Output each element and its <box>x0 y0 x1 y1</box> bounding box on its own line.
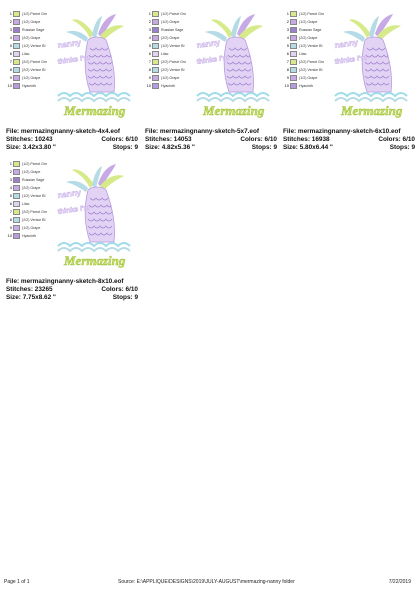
design-text-line1: nanny <box>334 37 359 50</box>
design-text-line2: thinks I'm <box>334 54 368 66</box>
stops-line: Stops: 9 <box>251 144 277 151</box>
thread-number: 2 <box>9 19 12 24</box>
thread-name: (1/2) Parrot Grn <box>22 12 48 16</box>
design-preview <box>331 12 411 124</box>
thread-swatch <box>152 83 159 89</box>
thread-swatch <box>152 51 159 57</box>
thread-name: Lilac <box>22 202 30 206</box>
design-text-line2: thinks I'm <box>57 54 91 66</box>
thread-name: (2/2) Venice Bl <box>22 68 46 72</box>
thread-number: 10 <box>7 83 12 88</box>
thread-swatch <box>290 19 297 25</box>
design-info <box>6 278 138 302</box>
design-preview <box>54 12 134 124</box>
thread-name: Hyacinth <box>22 234 36 238</box>
thread-name: (2/2) Venice Bl <box>22 218 46 222</box>
file-line: File: mermazingnanny-sketch-8x10.eof <box>6 278 124 285</box>
file-line: File: mermazingnanny-sketch-6x10.eof <box>283 128 401 135</box>
thread-number: 4 <box>148 35 151 40</box>
thread-name: (2/2) Grape <box>22 186 41 190</box>
thread-number: 4 <box>9 35 12 40</box>
thread-swatch <box>13 177 20 183</box>
thread-swatch <box>290 67 297 73</box>
thread-swatch <box>290 35 297 41</box>
thread-name: (1/2) Parrot Grn <box>22 162 48 166</box>
thread-number: 7 <box>9 209 12 214</box>
thread-name: (2/2) Parrot Grn <box>299 60 325 64</box>
design-text-line3: Mermazing <box>64 103 126 118</box>
size-line: Size: 5.80x6.44 " <box>283 144 333 151</box>
stops-line: Stops: 9 <box>112 294 138 301</box>
thread-swatch <box>290 75 297 81</box>
thread-number: 5 <box>9 43 12 48</box>
thread-swatch <box>290 11 297 17</box>
thread-name: Lilac <box>22 52 30 56</box>
design-text-line1: nanny <box>57 187 82 200</box>
thread-name: Russian Sage <box>22 28 45 32</box>
design-info <box>283 128 415 152</box>
colors-line: Colors: 6/10 <box>240 136 277 143</box>
thread-name: (2/2) Grape <box>22 36 41 40</box>
thread-number: 7 <box>148 59 151 64</box>
thread-number: 6 <box>148 51 151 56</box>
thread-number: 10 <box>146 83 151 88</box>
thread-name: Hyacinth <box>22 84 36 88</box>
thread-name: (1/2) Grape <box>22 226 41 230</box>
thread-name: (1/2) Grape <box>22 76 41 80</box>
stitches-line: Stitches: 23265 <box>6 286 53 293</box>
thread-number: 2 <box>286 19 289 24</box>
thread-swatch <box>13 75 20 81</box>
thread-number: 5 <box>9 193 12 198</box>
thread-swatch <box>152 59 159 65</box>
thread-number: 3 <box>9 27 12 32</box>
thread-swatch <box>13 169 20 175</box>
thread-number: 9 <box>9 225 12 230</box>
thread-swatch <box>152 35 159 41</box>
design-text-line1: nanny <box>196 37 221 50</box>
design-text-line3: Mermazing <box>64 253 126 268</box>
thread-number: 8 <box>9 217 12 222</box>
stops-line: Stops: 9 <box>389 144 415 151</box>
design-text-line3: Mermazing <box>203 103 265 118</box>
stitches-line: Stitches: 16938 <box>283 136 330 143</box>
thread-swatch <box>13 233 20 239</box>
thread-swatch <box>152 43 159 49</box>
thread-swatch <box>13 217 20 223</box>
thread-number: 6 <box>9 51 12 56</box>
thread-name: Hyacinth <box>299 84 313 88</box>
thread-swatch <box>13 59 20 65</box>
design-text-line2: thinks I'm <box>196 54 230 66</box>
thread-number: 9 <box>286 75 289 80</box>
thread-name: Russian Sage <box>299 28 322 32</box>
thread-number: 9 <box>148 75 151 80</box>
thread-swatch <box>13 161 20 167</box>
thread-swatch <box>13 209 20 215</box>
thread-name: Lilac <box>161 52 169 56</box>
thread-name: (1/2) Grape <box>161 76 180 80</box>
thread-name: Russian Sage <box>161 28 184 32</box>
thread-number: 2 <box>148 19 151 24</box>
thread-swatch <box>290 27 297 33</box>
thread-number: 6 <box>9 201 12 206</box>
thread-name: (1/2) Venice Bl <box>161 44 185 48</box>
thread-swatch <box>13 83 20 89</box>
thread-number: 7 <box>9 59 12 64</box>
thread-number: 8 <box>286 67 289 72</box>
thread-swatch <box>13 27 20 33</box>
thread-swatch <box>290 59 297 65</box>
colors-line: Colors: 6/10 <box>378 136 415 143</box>
thread-number: 3 <box>9 177 12 182</box>
source-path: Source: E:\APPLIQUE\DESIGNS\2019\JULY-AUGUST\mermazing-nanny folder <box>118 579 295 585</box>
thread-number: 4 <box>286 35 289 40</box>
stitches-line: Stitches: 10243 <box>6 136 53 143</box>
design-text-line1: nanny <box>57 37 82 50</box>
thread-swatch <box>290 83 297 89</box>
thread-swatch <box>290 51 297 57</box>
thread-swatch <box>152 11 159 17</box>
thread-number: 5 <box>148 43 151 48</box>
thread-swatch <box>13 51 20 57</box>
thread-name: Russian Sage <box>22 178 45 182</box>
thread-swatch <box>13 35 20 41</box>
design-preview <box>54 162 134 274</box>
page-number: Page 1 of 1 <box>4 579 30 585</box>
thread-name: Lilac <box>299 52 307 56</box>
thread-name: (1/2) Venice Bl <box>299 44 323 48</box>
thread-swatch <box>13 225 20 231</box>
thread-swatch <box>13 43 20 49</box>
design-text-line3: Mermazing <box>341 103 403 118</box>
thread-number: 1 <box>9 161 12 166</box>
waves-icon <box>58 93 130 101</box>
thread-number: 7 <box>286 59 289 64</box>
size-line: Size: 3.42x3.80 " <box>6 144 56 151</box>
thread-number: 6 <box>286 51 289 56</box>
design-text-line2: thinks I'm <box>57 204 91 216</box>
thread-number: 10 <box>7 233 12 238</box>
colors-line: Colors: 6/10 <box>101 136 138 143</box>
stops-line: Stops: 9 <box>112 144 138 151</box>
thread-name: (2/2) Parrot Grn <box>161 60 187 64</box>
thread-number: 1 <box>148 11 151 16</box>
thread-name: (2/2) Parrot Grn <box>22 210 48 214</box>
design-info <box>145 128 277 152</box>
thread-swatch <box>13 185 20 191</box>
thread-number: 8 <box>148 67 151 72</box>
thread-number: 8 <box>9 67 12 72</box>
thread-name: (1/2) Grape <box>22 170 41 174</box>
thread-swatch <box>152 75 159 81</box>
thread-number: 1 <box>9 11 12 16</box>
thread-swatch <box>152 67 159 73</box>
colors-line: Colors: 6/10 <box>101 286 138 293</box>
thread-name: (1/2) Grape <box>299 76 318 80</box>
thread-name: (2/2) Grape <box>299 36 318 40</box>
thread-swatch <box>13 201 20 207</box>
size-line: Size: 7.75x8.62 " <box>6 294 56 301</box>
thread-number: 2 <box>9 169 12 174</box>
thread-swatch <box>13 19 20 25</box>
stitches-line: Stitches: 14053 <box>145 136 192 143</box>
design-info <box>6 128 138 152</box>
thread-swatch <box>13 193 20 199</box>
waves-icon <box>197 93 269 101</box>
thread-number: 1 <box>286 11 289 16</box>
file-line: File: mermazingnanny-sketch-5x7.eof <box>145 128 260 135</box>
thread-name: (1/2) Grape <box>22 20 41 24</box>
thread-number: 3 <box>286 27 289 32</box>
thread-swatch <box>13 11 20 17</box>
thread-number: 3 <box>148 27 151 32</box>
thread-name: (1/2) Grape <box>161 20 180 24</box>
thread-name: (1/2) Parrot Grn <box>299 12 325 16</box>
thread-name: (2/2) Venice Bl <box>161 68 185 72</box>
thread-name: (2/2) Parrot Grn <box>22 60 48 64</box>
waves-icon <box>58 243 130 251</box>
thread-number: 9 <box>9 75 12 80</box>
waves-icon <box>335 93 407 101</box>
thread-name: (1/2) Grape <box>299 20 318 24</box>
size-line: Size: 4.82x5.36 " <box>145 144 195 151</box>
print-date: 7/22/2019 <box>388 579 411 585</box>
file-line: File: mermazingnanny-sketch-4x4.eof <box>6 128 121 135</box>
design-preview <box>193 12 273 124</box>
thread-name: (1/2) Venice Bl <box>22 44 46 48</box>
thread-swatch <box>290 43 297 49</box>
thread-name: (1/2) Parrot Grn <box>161 12 187 16</box>
thread-name: (2/2) Grape <box>161 36 180 40</box>
thread-swatch <box>152 27 159 33</box>
thread-name: Hyacinth <box>161 84 175 88</box>
thread-number: 5 <box>286 43 289 48</box>
thread-name: (2/2) Venice Bl <box>299 68 323 72</box>
thread-swatch <box>152 19 159 25</box>
thread-swatch <box>13 67 20 73</box>
thread-name: (1/2) Venice Bl <box>22 194 46 198</box>
thread-number: 10 <box>284 83 289 88</box>
thread-number: 4 <box>9 185 12 190</box>
